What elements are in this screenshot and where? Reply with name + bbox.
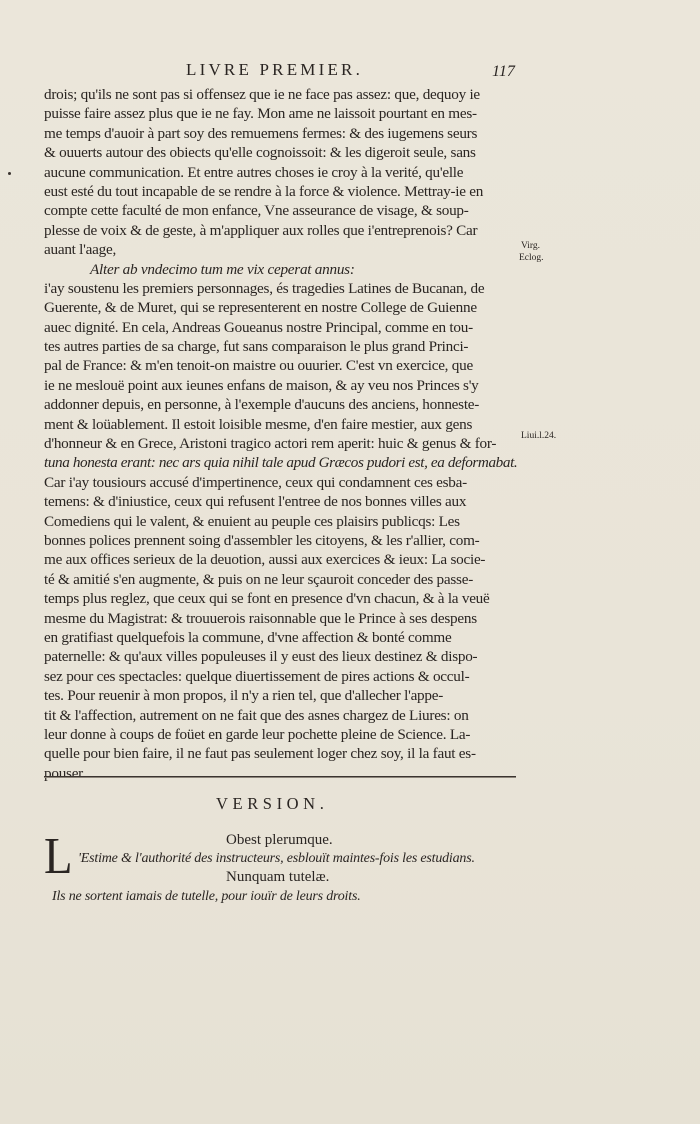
text-line: pouser.	[44, 764, 86, 782]
text-line: sez pour ces spectacles: quelque diuertissement de pires actions & occul-	[44, 667, 470, 685]
text-line: aucune communication. Et entre autres choses ie croy à la verité, qu'elle	[44, 163, 464, 181]
text-line: eust esté du tout incapable de se rendre à la force & violence. Mettray-ie en	[44, 182, 484, 200]
text-line: leur donne à coups de foüet en garde leur pochette pleine de Science. La-	[44, 725, 471, 743]
text-line: ment & loüablement. Il estoit loisible mesme, d'en faire mestier, aux gens	[44, 415, 473, 433]
french-translation-1: 'Estime & l'authorité des instructeurs, esblouït maintes-fois les estudians.	[78, 851, 475, 866]
text-line: paternelle: & qu'aux villes populeuses il y eust des lieux destinez & dispo-	[44, 648, 478, 666]
text-line: Guerente, & de Muret, qui se representerent en nostre College de Guienne	[44, 299, 477, 317]
text-line: pal de France: & m'en tenoit-on maistre ou ouurier. C'est vn exercice, que	[44, 357, 473, 375]
text-line: quelle pour bien faire, il ne faut pas seulement loger chez soy, il la faut es-	[44, 745, 476, 763]
margin-note-virg: Virg.	[521, 241, 541, 251]
section-divider	[44, 776, 516, 777]
text-line: & ouuerts autour des obiects qu'elle cognoissoit: & les digeroit seule, sans	[44, 144, 476, 162]
text-line: tes. Pour reuenir à mon propos, il n'y a rien tel, que d'allecher l'appe-	[44, 687, 444, 705]
text-line: i'ay soustenu les premiers personnages, és tragedies Latines de Bucanan, de	[44, 279, 485, 297]
page-header	[0, 60, 700, 82]
text-line: puisse faire assez plus que ie ne fay. Mon ame ne laissoit pourtant en mes-	[44, 105, 477, 123]
latin-quote-1: Obest plerumque.	[226, 832, 333, 848]
margin-dot-mark	[8, 172, 11, 175]
page-number: 117	[492, 63, 515, 80]
text-line: me aux offices serieux de la deuotion, aussi aux exercices & ieux: La socie-	[44, 551, 486, 569]
version-heading: VERSION.	[216, 794, 329, 813]
text-line: tit & l'affection, autrement on ne fait que des asnes chargez de Liures: on	[44, 706, 469, 724]
drop-cap-letter: L	[44, 828, 73, 885]
text-line: addonner depuis, en personne, à l'exemple d'aucuns des anciens, honneste-	[44, 396, 480, 414]
text-line: temps plus reglez, que ceux qui se font en presence d'vn chacun, & à la veuë	[44, 590, 490, 608]
text-line: en gratifiast quelquefois la commune, d'vne affection & bonté comme	[44, 628, 452, 646]
text-line: té & amitié s'en augmente, & puis on ne leur sçauroit conceder des passe-	[44, 570, 473, 588]
text-line: mesme du Magistrat: & trouuerois raisonnable que le Prince à ses despens	[44, 609, 477, 627]
text-line: bonnes polices prennent soing d'assembler les citoyens, & les r'allier, com-	[44, 531, 480, 549]
margin-note-liui: Liui.l.24.	[521, 431, 557, 441]
text-line: tes autres parties de sa charge, fut sans comparaison le plus grand Princi-	[44, 338, 469, 356]
latin-quote-2: Nunquam tutelæ.	[226, 869, 330, 885]
text-line: auec dignité. En cela, Andreas Goueanus nostre Principal, comme en tou-	[44, 318, 473, 336]
text-line: tuna honesta erant: nec ars quia nihil tale apud Græcos pudori est, ea deformabat.	[44, 454, 517, 472]
main-text-block	[44, 85, 517, 783]
text-line: temens: & d'iniustice, ceux qui refusent l'entree de nos bonnes villes aux	[44, 493, 467, 511]
text-line: me temps d'auoir à part soy des remuemens fermes: & des iugemens seurs	[44, 124, 478, 142]
text-line: drois; qu'ils ne sont pas si offensez que ie ne face pas assez: que, dequoy ie	[44, 86, 480, 103]
text-line: d'honneur & en Grece, Aristoni tragico actori rem aperit: huic & genus & for-	[44, 435, 497, 453]
text-line: plesse de voix & de geste, à m'appliquer aux rolles que i'entreprenois? Car	[44, 221, 478, 239]
text-line: auant l'aage,	[44, 241, 117, 259]
text-line: compte cette faculté de mon enfance, Vne asseurance de visage, & soup-	[44, 202, 469, 220]
running-head: LIVRE PREMIER.	[186, 60, 364, 79]
version-translation-block	[44, 828, 524, 908]
margin-note-eclog: Eclog.	[519, 253, 544, 263]
text-line: Car i'ay tousiours accusé d'impertinence, ceux qui condamnent ces esba-	[44, 473, 467, 491]
text-line: ie ne meslouë point aux ieunes enfans de maison, & ay veu nos Princes s'y	[44, 376, 479, 394]
text-line: Alter ab vndecimo tum me vix ceperat annus:	[90, 260, 355, 278]
french-translation-2: Ils ne sortent iamais de tutelle, pour iouïr de leurs droits.	[52, 889, 361, 904]
text-line: Comediens qui le valent, & enuient au peuple ces plaisirs publicqs: Les	[44, 512, 460, 530]
